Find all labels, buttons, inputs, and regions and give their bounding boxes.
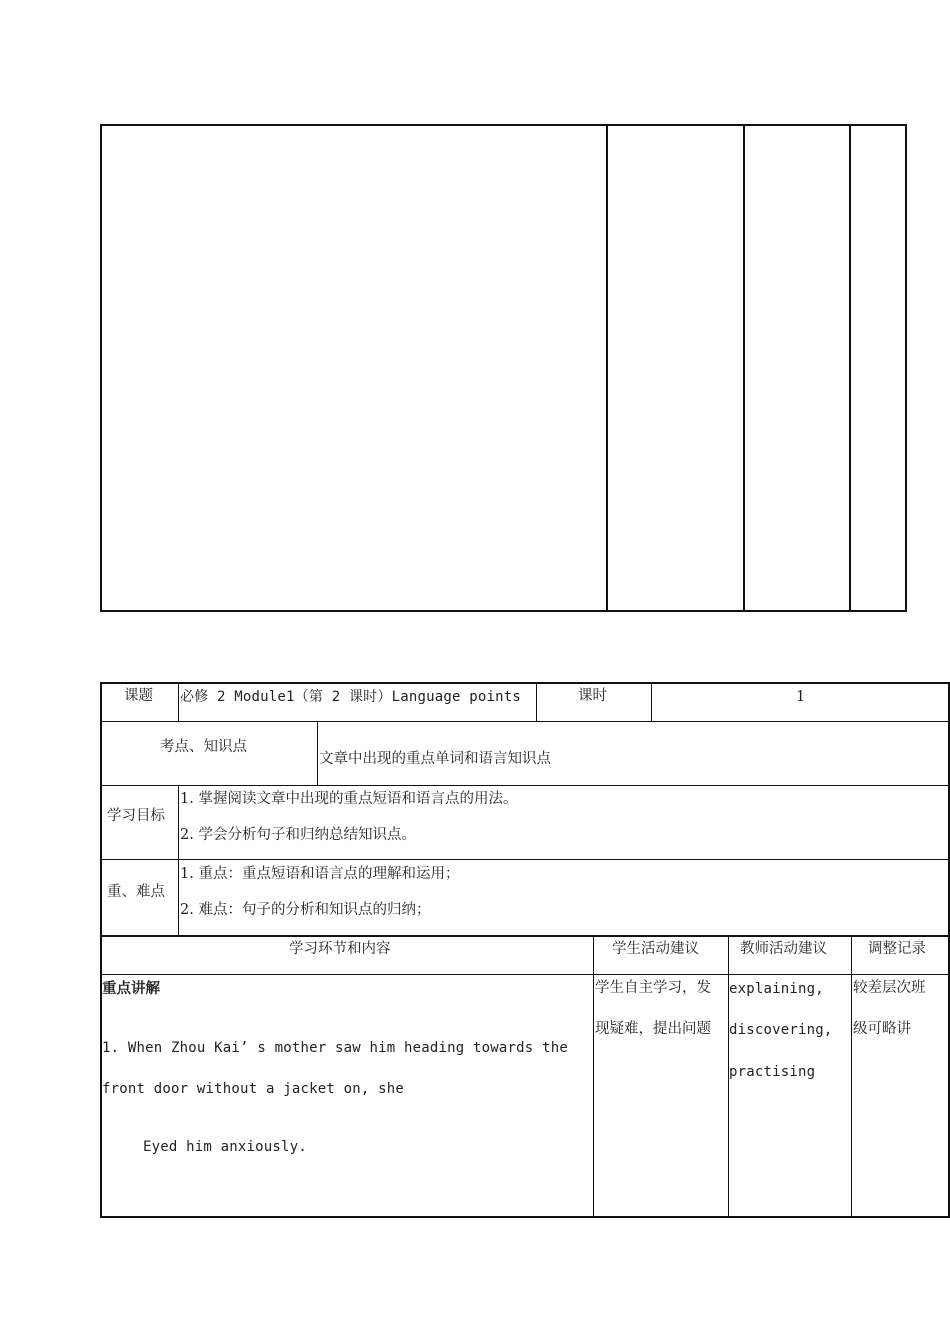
teacher-activity-line: discovering,	[729, 1022, 833, 1038]
header-teacher: 教师活动建议	[740, 941, 827, 957]
teacher-activity-line: practising	[729, 1064, 816, 1080]
table-rule	[851, 935, 852, 1218]
hours-label: 课时	[578, 688, 607, 704]
content-line: front door without a jacket on, she	[102, 1081, 405, 1097]
keypoint-item: 2. 难点：句子的分析和知识点的归纳；	[180, 902, 431, 918]
table-rule	[100, 1216, 950, 1218]
header-adjust: 调整记录	[868, 941, 926, 957]
teacher-activity-line: explaining,	[729, 981, 824, 997]
table-rule	[178, 785, 179, 936]
content-heading: 重点讲解	[102, 980, 160, 997]
table-rule-left	[100, 682, 102, 1218]
table-rule	[651, 682, 652, 722]
keypoint-item: 1. 重点：重点短语和语言点的理解和运用；	[180, 866, 460, 882]
content-line: Eyed him anxiously.	[143, 1139, 307, 1155]
top-table-border-bottom	[100, 610, 907, 612]
table-rule	[100, 785, 950, 786]
goals-label: 学习目标	[107, 808, 165, 824]
knowledge-value: 文章中出现的重点单词和语言知识点	[319, 751, 551, 767]
table-rule	[178, 682, 179, 722]
goal-item: 2. 学会分析句子和归纳总结知识点。	[180, 827, 416, 843]
top-table-divider	[743, 124, 745, 612]
table-rule	[593, 935, 594, 1218]
hours-value: 1	[796, 689, 806, 705]
top-table-border-top	[100, 124, 907, 126]
student-activity-line: 学生自主学习，发	[595, 980, 711, 996]
top-table-border-right	[905, 124, 907, 612]
topic-value: 必修 2 Module1（第 2 课时）Language points	[180, 689, 522, 705]
top-table-divider	[606, 124, 608, 612]
table-rule	[100, 682, 950, 684]
adjust-record-line: 较差层次班	[853, 980, 926, 996]
adjust-record-line: 级可略讲	[853, 1021, 911, 1037]
table-rule	[100, 859, 950, 860]
topic-label: 课题	[124, 688, 153, 704]
header-student: 学生活动建议	[612, 941, 699, 957]
keypoints-label: 重、难点	[107, 884, 165, 900]
table-rule	[100, 721, 950, 722]
header-content: 学习环节和内容	[289, 941, 391, 957]
table-rule	[317, 721, 318, 786]
table-rule	[100, 974, 950, 975]
top-table-divider	[849, 124, 851, 612]
top-table-border-left	[100, 124, 102, 612]
goal-item: 1. 掌握阅读文章中出现的重点短语和语言点的用法。	[180, 791, 518, 807]
table-rule	[100, 935, 950, 937]
student-activity-line: 现疑难，提出问题	[595, 1021, 711, 1037]
knowledge-label: 考点、知识点	[160, 739, 247, 755]
content-line: 1. When Zhou Kai’ s mother saw him heading towards the	[102, 1040, 568, 1056]
table-rule	[536, 682, 537, 722]
